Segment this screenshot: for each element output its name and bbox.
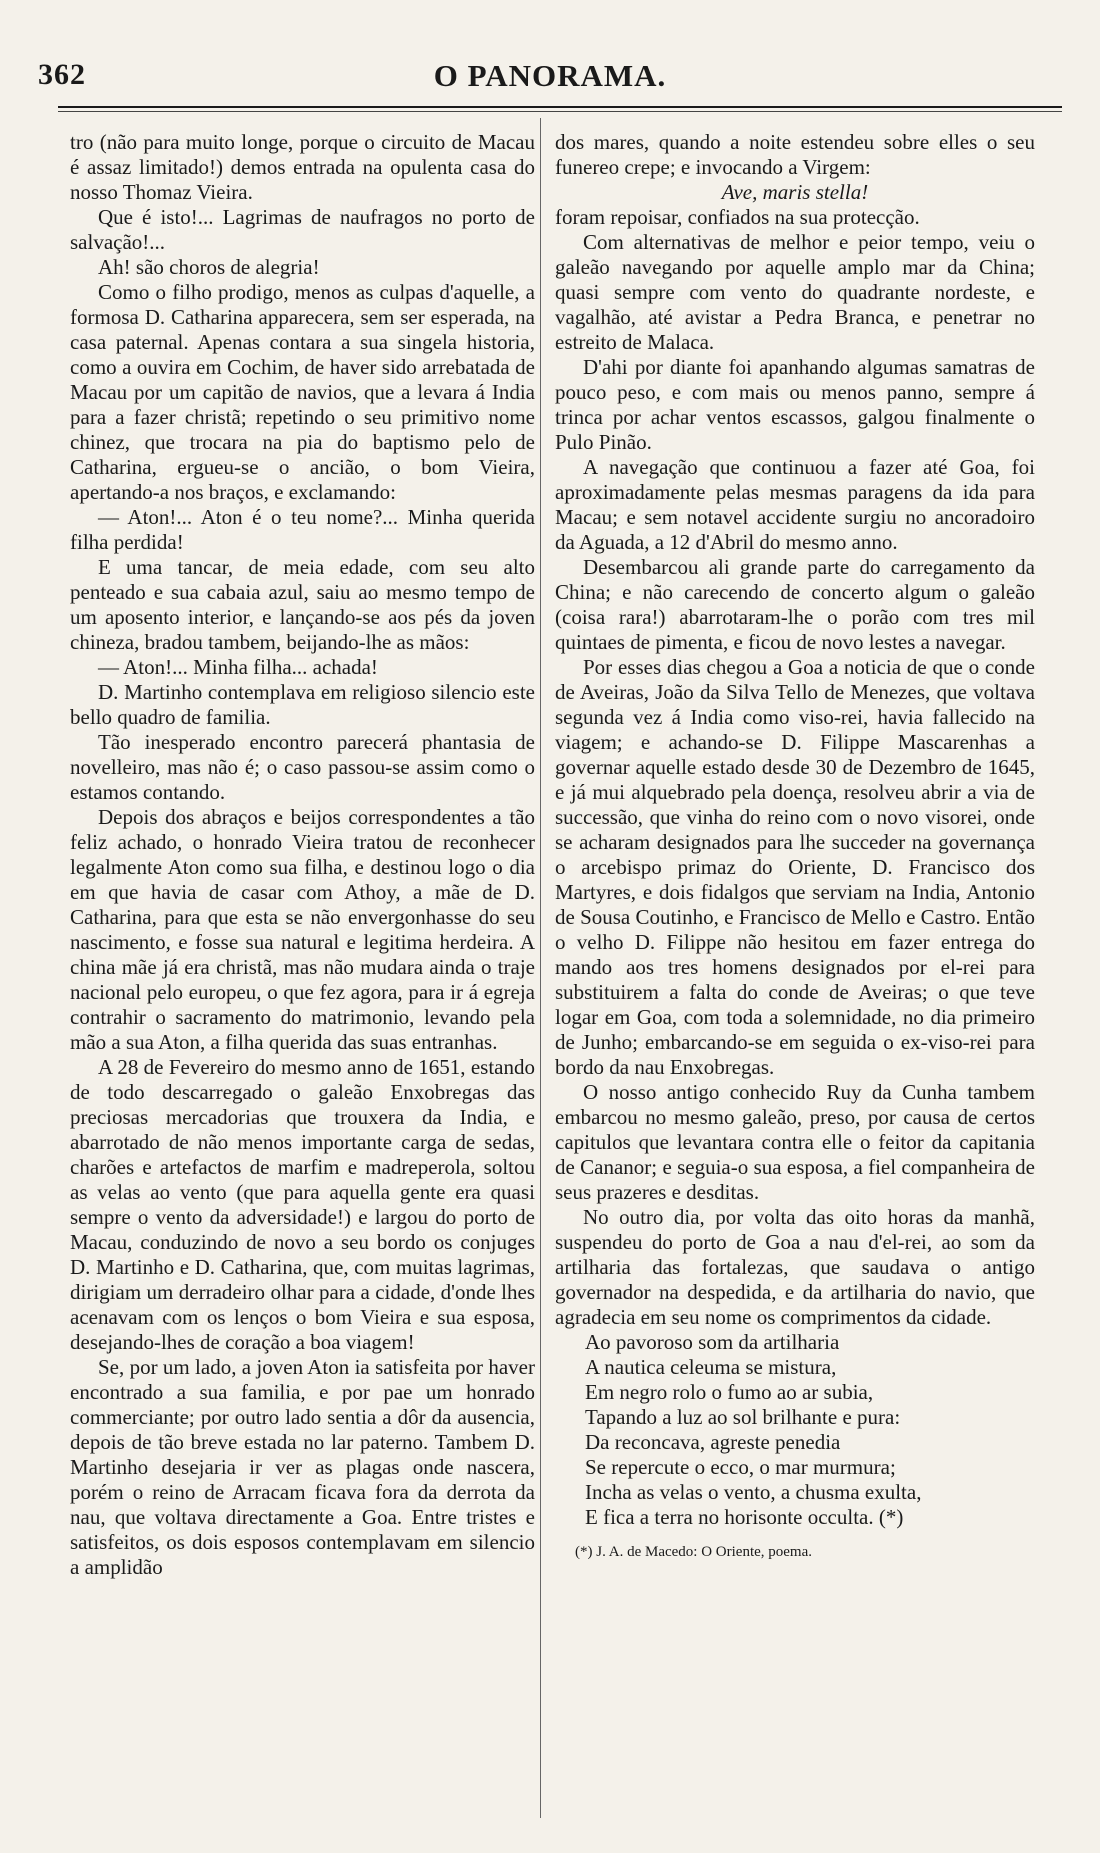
paragraph: Que é isto!... Lagrimas de naufragos no porto de salvação!... xyxy=(70,205,535,254)
paragraph: — Aton!... Minha filha... achada! xyxy=(98,655,378,679)
paragraph: Tão inesperado encontro parecerá phantasia de novelleiro, mas não é; o caso passou-se assim como o estamos contando. xyxy=(70,730,535,804)
paragraph: A 28 de Fevereiro do mesmo anno de 1651, estando de todo descarregado o galeão Enxobregas das preciosas mercadorias que trouxera da India, e abarrotado de não menos importante carga de sedas, charões e artefactos de marfim e madreperola, soltou as velas ao vento (que para aquella gente era quasi sempre o vento da adversidade!) e largou do porto de Macau, conduzindo de novo a seu bordo os conjuges D. Martinho e D. Catharina, que, com muitas lagrimas, dirigiam um derradeiro olhar para a cidade, d'onde lhes acenavam com os lenços o bom Vieira e sua esposa, desejando-lhes de coração a boa viagem! xyxy=(70,1055,535,1354)
paragraph: Desembarcou ali grande parte do carregamento da China; e não carecendo de concerto algum o galeão (coisa rara!) abarrotaram-lhe o porão com tres mil quintaes de pimenta, e ficou de novo lestes a navegar. xyxy=(555,555,1035,654)
paragraph: Depois dos abraços e beijos correspondentes a tão feliz achado, o honrado Vieira tratou de reconhecer legalmente Aton como sua filha, e destinou logo o dia em que havia de casar com Athoy, a mãe de D. Catharina, para que esta se não envergonhasse do seu nascimento, e fosse sua natural e legitima herdeira. A china mãe já era christã, mas não mudara ainda o traje nacional pelo europeu, o que fez agora, para ir á egreja contrahir o sacramento do matrimonio, levando pela mão a sua Aton, a filha querida das suas entranhas. xyxy=(70,805,535,1054)
verse-line: Tapando a luz ao sol brilhante e pura: xyxy=(585,1405,901,1429)
verse-line: Se repercute o ecco, o mar murmura; xyxy=(585,1455,896,1479)
paragraph: Com alternativas de melhor e peior tempo, veiu o galeão navegando por aquelle amplo mar da China; quasi sempre com vento do quadrante nordeste, e vagalhão, até avistar a Pedra Branca, e penetrar no estreito de Malaca. xyxy=(555,230,1035,354)
paragraph: dos mares, quando a noite estendeu sobre elles o seu funereo crepe; e invocando a Virgem: xyxy=(555,130,1035,179)
paragraph: D. Martinho contemplava em religioso silencio este bello quadro de familia. xyxy=(70,680,535,729)
verse-line: E fica a terra no horisonte occulta. (*) xyxy=(585,1505,904,1529)
verse-line: Em negro rolo o fumo ao ar subia, xyxy=(585,1380,874,1404)
page-number: 362 xyxy=(38,58,86,91)
verse-line: Incha as velas o vento, a chusma exulta, xyxy=(585,1480,922,1504)
header-rule-thin xyxy=(58,111,1062,112)
paragraph: D'ahi por diante foi apanhando algumas samatras de pouco peso, e com mais ou menos panno, sempre á trinca por achar ventos escassos, galgou finalmente o Pulo Pinão. xyxy=(555,355,1035,454)
paragraph: foram repoisar, confiados na sua protecção. xyxy=(555,205,920,229)
header-rule xyxy=(58,106,1062,108)
latin-invocation: Ave, maris stella! xyxy=(721,180,869,204)
verse-block xyxy=(555,1330,1035,1530)
left-column xyxy=(70,130,535,1580)
journal-title: O PANORAMA. xyxy=(433,58,667,93)
paragraph: tro (não para muito longe, porque o circuito de Macau é assaz limitado!) demos entrada na opulenta casa do nosso Thomaz Vieira. xyxy=(70,130,535,204)
paragraph: E uma tancar, de meia edade, com seu alto penteado e sua cabaia azul, saiu ao mesmo tempo de um aposento interior, e lançando-se aos pés da joven chineza, bradou tambem, beijando-lhe as mãos: xyxy=(70,555,535,654)
paragraph: No outro dia, por volta das oito horas da manhã, suspendeu do porto de Goa a nau d'el-rei, ao som da artilharia das fortalezas, que saudava o antigo governador na despedida, e da artilharia do navio, que agradecia em seu nome os comprimentos da cidade. xyxy=(555,1205,1035,1329)
verse-line: A nautica celeuma se mistura, xyxy=(585,1355,837,1379)
verse-line: Da reconcava, agreste penedia xyxy=(585,1430,841,1454)
paragraph: Se, por um lado, a joven Aton ia satisfeita por haver encontrado a sua familia, e por pae um honrado commerciante; por outro lado sentia a dôr da ausencia, depois de tão breve estada no lar paterno. Tambem D. Martinho desejaria ir ver as plagas onde nascera, porém o reino de Arracam ficava fora da derrota da nau, que voltava directamente a Goa. Entre tristes e satisfeitos, os dois esposos contemplavam em silencio a amplidão xyxy=(70,1355,535,1579)
paragraph: — Aton!... Aton é o teu nome?... Minha querida filha perdida! xyxy=(70,505,535,554)
page-header xyxy=(38,58,1062,102)
paragraph: Ah! são choros de alegria! xyxy=(98,255,320,279)
paragraph: Como o filho prodigo, menos as culpas d'aquelle, a formosa D. Catharina apparecera, sem ser esperada, na casa paternal. Apenas contara a sua singela historia, como a ouvira em Cochim, de haver sido arrebatada de Macau por um capitão de navios, que a levara á India para a fazer christã; repetindo o seu primitivo nome chinez, que trocara na pia do baptismo pelo de Catharina, ergueu-se o ancião, o bom Vieira, apertando-a nos braços, e exclamando: xyxy=(70,280,535,504)
footnote: (*) J. A. de Macedo: O Oriente, poema. xyxy=(575,1544,813,1560)
column-divider xyxy=(540,118,541,1818)
paragraph: O nosso antigo conhecido Ruy da Cunha tambem embarcou no mesmo galeão, preso, por causa de certos capitulos que levantara contra elle o feitor da capitania de Cananor; e seguia-o sua esposa, a fiel companheira de seus prazeres e desditas. xyxy=(555,1080,1035,1204)
paragraph: Por esses dias chegou a Goa a noticia de que o conde de Aveiras, João da Silva Tello de Menezes, que voltava segunda vez á India como viso-rei, havia fallecido na viagem; e achando-se D. Filippe Mascarenhas a governar aquelle estado desde 30 de Dezembro de 1645, e já mui alquebrado pela doença, resolveu abrir a via de successão, que vinha do reino com o novo visorei, onde se acharam designados para lhe succeder na governança o arcebispo primaz do Oriente, D. Francisco dos Martyres, e dois fidalgos que serviam na India, Antonio de Sousa Coutinho, e Francisco de Mello e Castro. Então o velho D. Filippe não hesitou em fazer entrega do mando aos tres homens designados por el-rei para substituirem a falta do conde de Aveiras; o que teve logar em Goa, com toda a solemnidade, no dia primeiro de Junho; embarcando-se em seguida o ex-viso-rei para bordo da nau Enxobregas. xyxy=(555,655,1035,1079)
paragraph: A navegação que continuou a fazer até Goa, foi aproximadamente pelas mesmas paragens da ida para Macau; e sem notavel accidente surgiu no ancoradoiro da Aguada, a 12 d'Abril do mesmo anno. xyxy=(555,455,1035,554)
right-column xyxy=(555,130,1035,1565)
verse-line: Ao pavoroso som da artilharia xyxy=(585,1330,840,1354)
